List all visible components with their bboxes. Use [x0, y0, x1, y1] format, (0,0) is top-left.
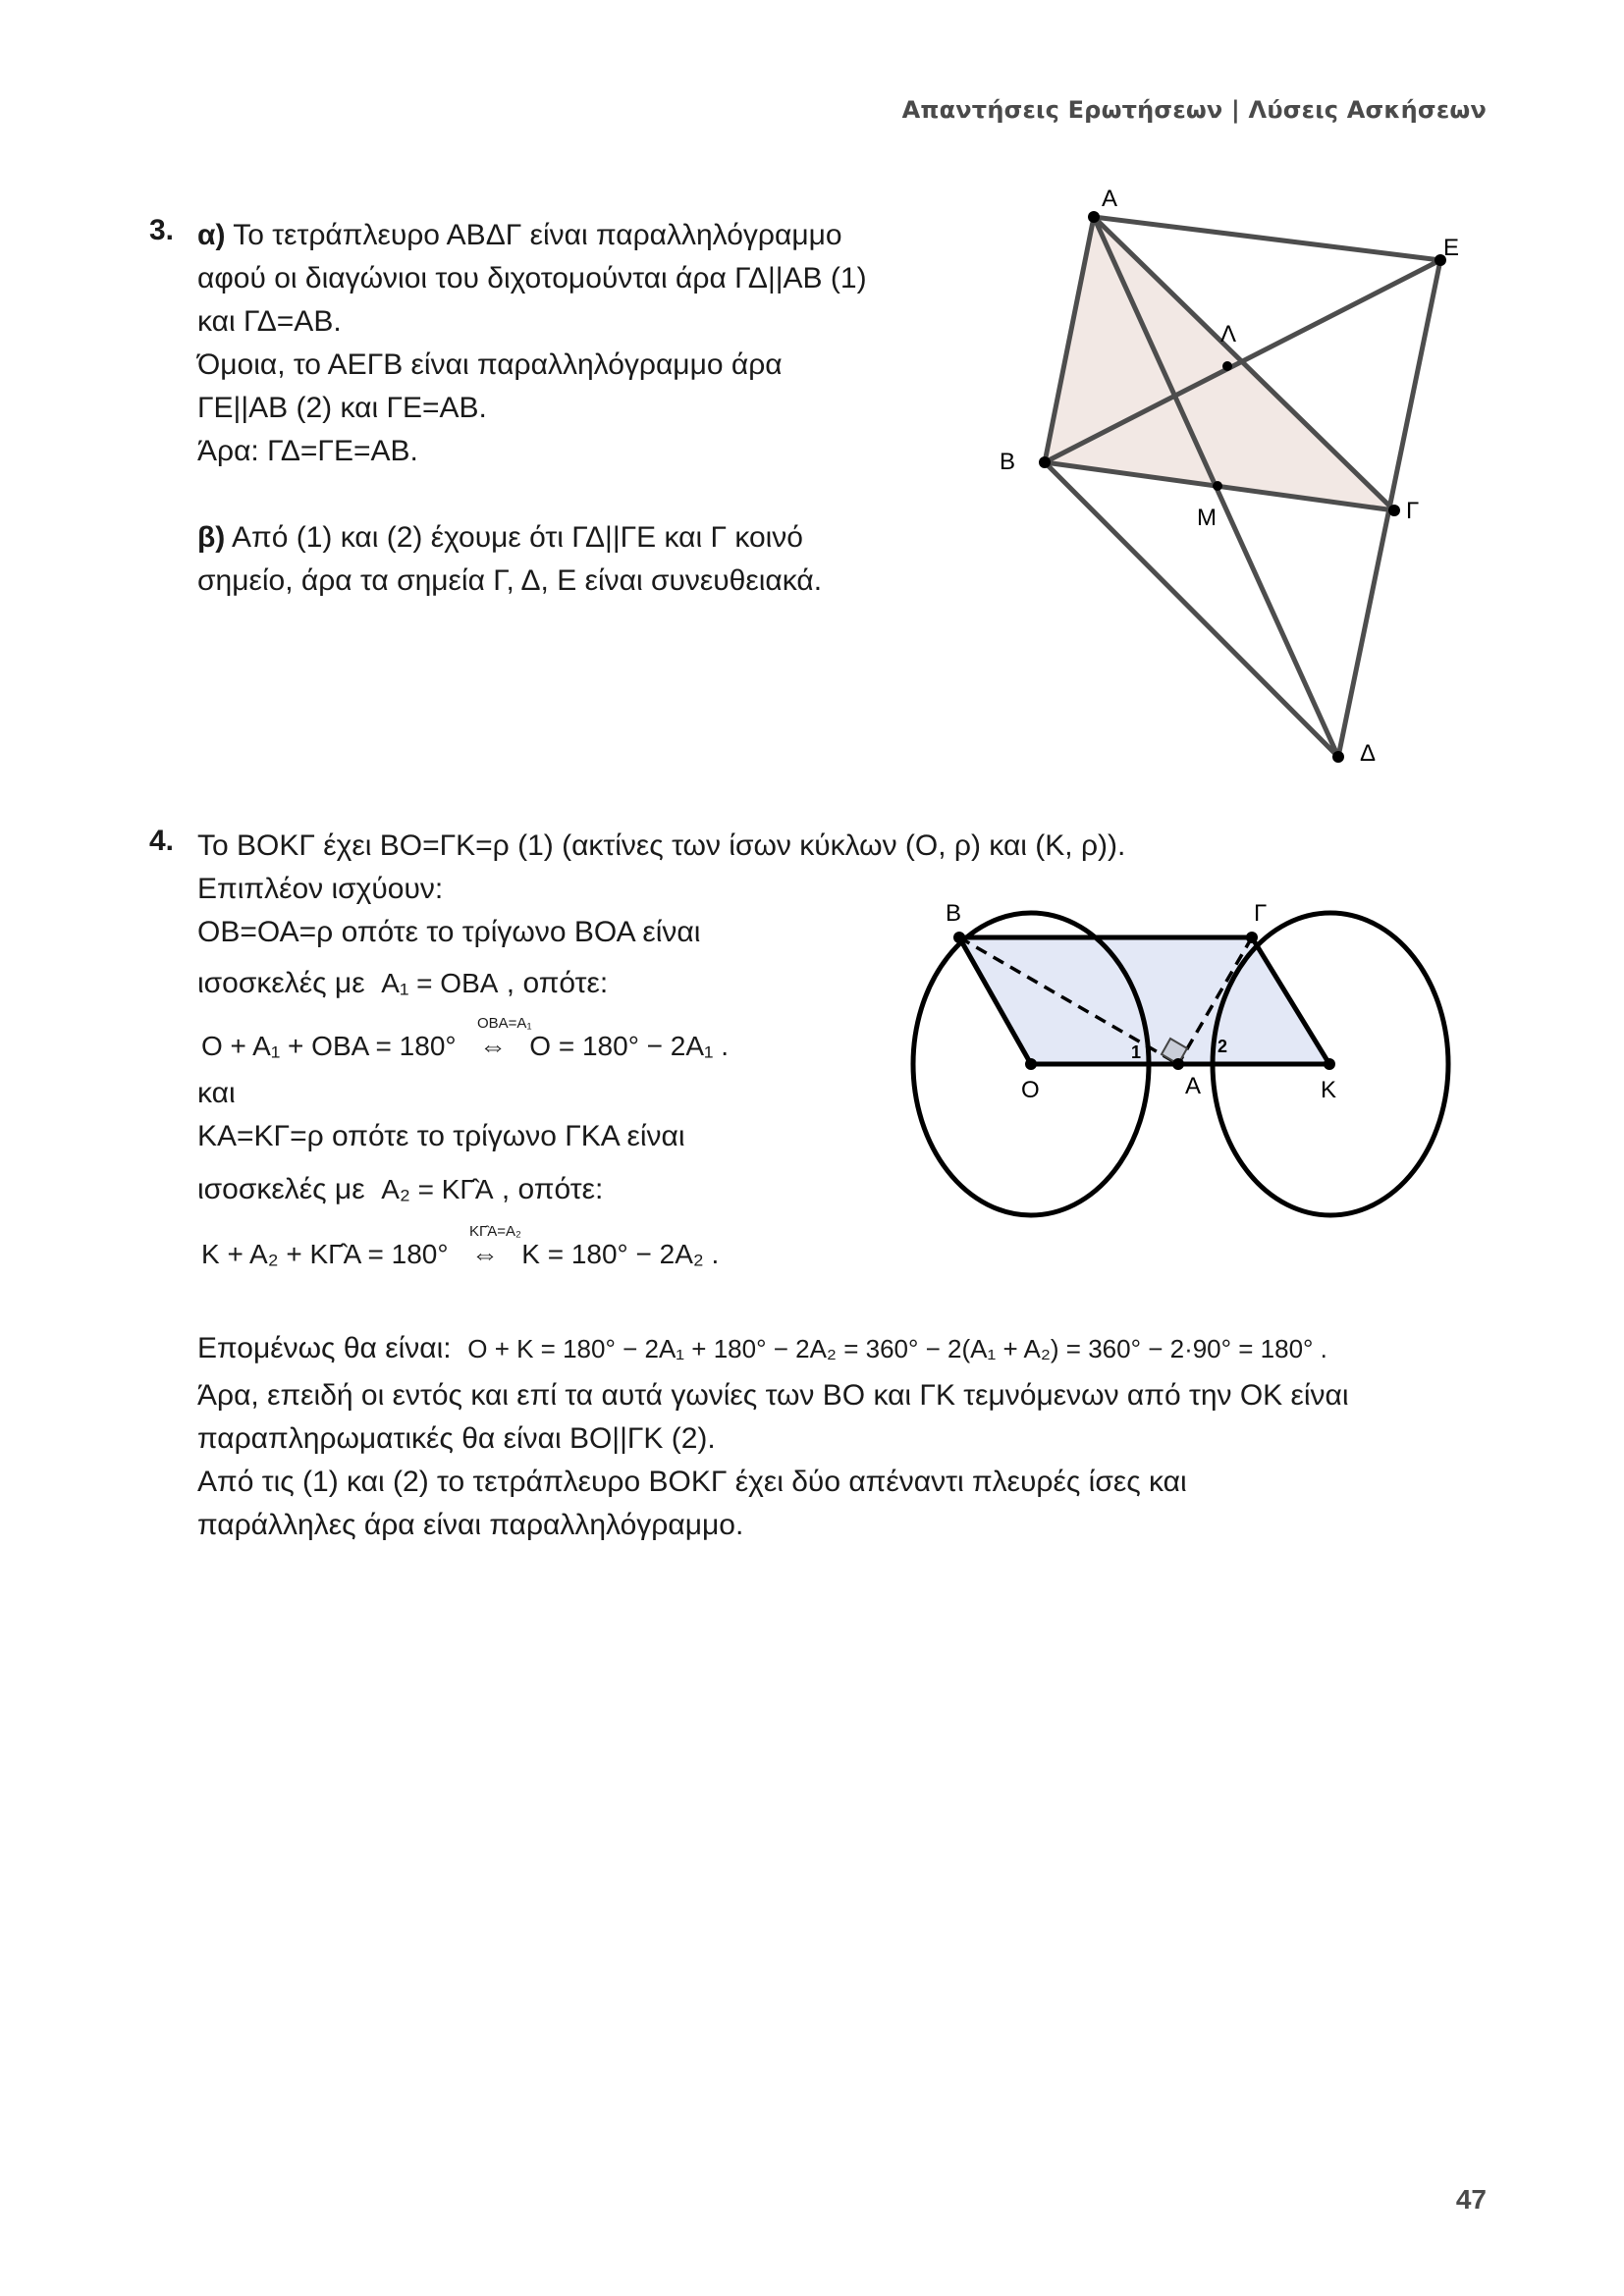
label-o: Ο	[1021, 1077, 1040, 1103]
text-line: Άρα, επειδή οι εντός και επί τα αυτά γωνίες των ΒΟ και ΓΚ τεμνόμενων από την ΟΚ είναι	[197, 1379, 1349, 1412]
text-span: ισοσκελές με	[197, 1173, 365, 1205]
point-g	[1388, 505, 1400, 516]
point-o	[1025, 1058, 1037, 1070]
text-span: , οπότε:	[501, 1173, 604, 1205]
point-g	[1246, 932, 1258, 943]
text-line: Επιπλέον ισχύουν:	[197, 873, 444, 905]
equivalence-arrow: ⇔	[478, 1031, 507, 1061]
label-m: Μ	[1197, 505, 1217, 531]
text-line: αφού οι διαγώνιοι του διχοτομούνται άρα ΓΔ||ΑΒ (1)	[197, 262, 867, 294]
text-span: ισοσκελές με	[197, 967, 365, 999]
math-expression: Ο + Α₁ + ΟΒΑ = 180°	[201, 1031, 457, 1061]
text-line: ΓΕ||ΑΒ (2) και ΓΕ=ΑΒ.	[197, 392, 487, 424]
label-b: Β	[946, 900, 962, 927]
angle-label-2: 2	[1218, 1037, 1228, 1056]
text-line: Άρα: ΓΔ=ΓΕ=ΑΒ.	[197, 435, 418, 467]
equivalence-arrow: ⇔	[470, 1239, 499, 1269]
conclusion	[197, 1374, 1349, 1547]
part-a-label: α)	[197, 219, 226, 251]
label-k: Κ	[1321, 1077, 1337, 1103]
shaded-triangle-abg	[1045, 217, 1394, 510]
math-expression: Κ = 180° − 2Α₂ .	[521, 1239, 720, 1269]
text-line: σημείο, άρα τα σημεία Γ, Δ, Ε είναι συνευθειακά.	[197, 564, 823, 597]
text-span: , οπότε:	[506, 967, 609, 999]
label-a: Α	[1185, 1073, 1202, 1099]
math-expression: Α₁ = ΟΒΑ	[381, 968, 499, 998]
point-k	[1324, 1058, 1335, 1070]
label-a: Α	[1102, 186, 1118, 212]
text-line: Όμοια, το ΑΕΓΒ είναι παραλληλόγραμμο άρα	[197, 348, 783, 381]
point-a	[1172, 1058, 1184, 1070]
and-word: και	[197, 1077, 236, 1109]
text-span: Από (1) και (2) έχουμε ότι ΓΔ||ΓΕ και Γ κοινό	[232, 521, 803, 554]
point-d	[1332, 751, 1344, 763]
therefore-line	[197, 1327, 1327, 1370]
text-line: και ΓΔ=ΑΒ.	[197, 305, 342, 338]
point-a	[1088, 211, 1100, 223]
label-e: Ε	[1443, 235, 1460, 261]
equation-2-condition: ΚΓ̂Α=Α₂	[469, 1223, 521, 1240]
math-expression: Κ + Α₂ + ΚΓ̂Α = 180°	[201, 1239, 449, 1269]
point-b	[953, 932, 965, 943]
text-span: Επομένως θα είναι:	[197, 1332, 452, 1364]
figure-parallelograms	[0, 0, 1624, 883]
text-line: παράλληλες άρα είναι παραλληλόγραμμο.	[197, 1509, 744, 1541]
math-expression: Ο + Κ = 180° − 2Α₁ + 180° − 2Α₂ = 360° − 2(Α₁ + Α₂) = 360° − 2·90° = 180° .	[467, 1334, 1327, 1363]
label-b: Β	[1000, 449, 1016, 475]
math-expression: Ο = 180° − 2Α₁ .	[529, 1031, 730, 1061]
point-m	[1213, 481, 1222, 491]
part-b-label: β)	[197, 521, 226, 554]
running-header: Απαντήσεις Ερωτήσεων | Λύσεις Ασκήσεων	[901, 96, 1487, 124]
label-g: Γ	[1406, 498, 1420, 524]
segment-ae	[1094, 217, 1440, 260]
shaded-parallelogram-bokg	[959, 937, 1329, 1064]
page-number: 47	[1455, 2184, 1487, 2215]
text-line: Το ΒΟΚΓ έχει ΒΟ=ΓΚ=ρ (1) (ακτίνες των ίσων κύκλων (Ο, ρ) και (Κ, ρ)).	[197, 829, 1126, 862]
equation-1-condition: ΟΒΑ=Α₁	[477, 1015, 532, 1032]
text-line: Από τις (1) και (2) το τετράπλευρο ΒΟΚΓ έχει δύο απέναντι πλευρές ίσες και	[197, 1466, 1187, 1498]
exercise-4-number: 4.	[149, 825, 175, 857]
text-line: παραπληρωματικές θα είναι ΒΟ||ΓΚ (2).	[197, 1422, 716, 1455]
text-span: Το τετράπλευρο ΑΒΔΓ είναι παραλληλόγραμμο	[233, 219, 842, 251]
label-d: Δ	[1360, 740, 1377, 767]
label-l: Λ	[1220, 321, 1237, 347]
exercise-3-number: 3.	[149, 214, 175, 246]
angle-label-1: 1	[1131, 1042, 1142, 1062]
line-ka: ΚΑ=ΚΓ=ρ οπότε το τρίγωνο ΓΚΑ είναι	[197, 1120, 685, 1152]
label-g: Γ	[1254, 900, 1268, 927]
figure-circles-parallelogram	[0, 864, 1624, 1276]
point-b	[1039, 456, 1051, 468]
text-line: ΟΒ=ΟΑ=ρ οπότε το τρίγωνο ΒΟΑ είναι	[197, 916, 701, 948]
math-expression: Α₂ = ΚΓ̂Α	[381, 1174, 494, 1204]
point-l	[1222, 361, 1232, 371]
segment-bd	[1045, 462, 1338, 757]
